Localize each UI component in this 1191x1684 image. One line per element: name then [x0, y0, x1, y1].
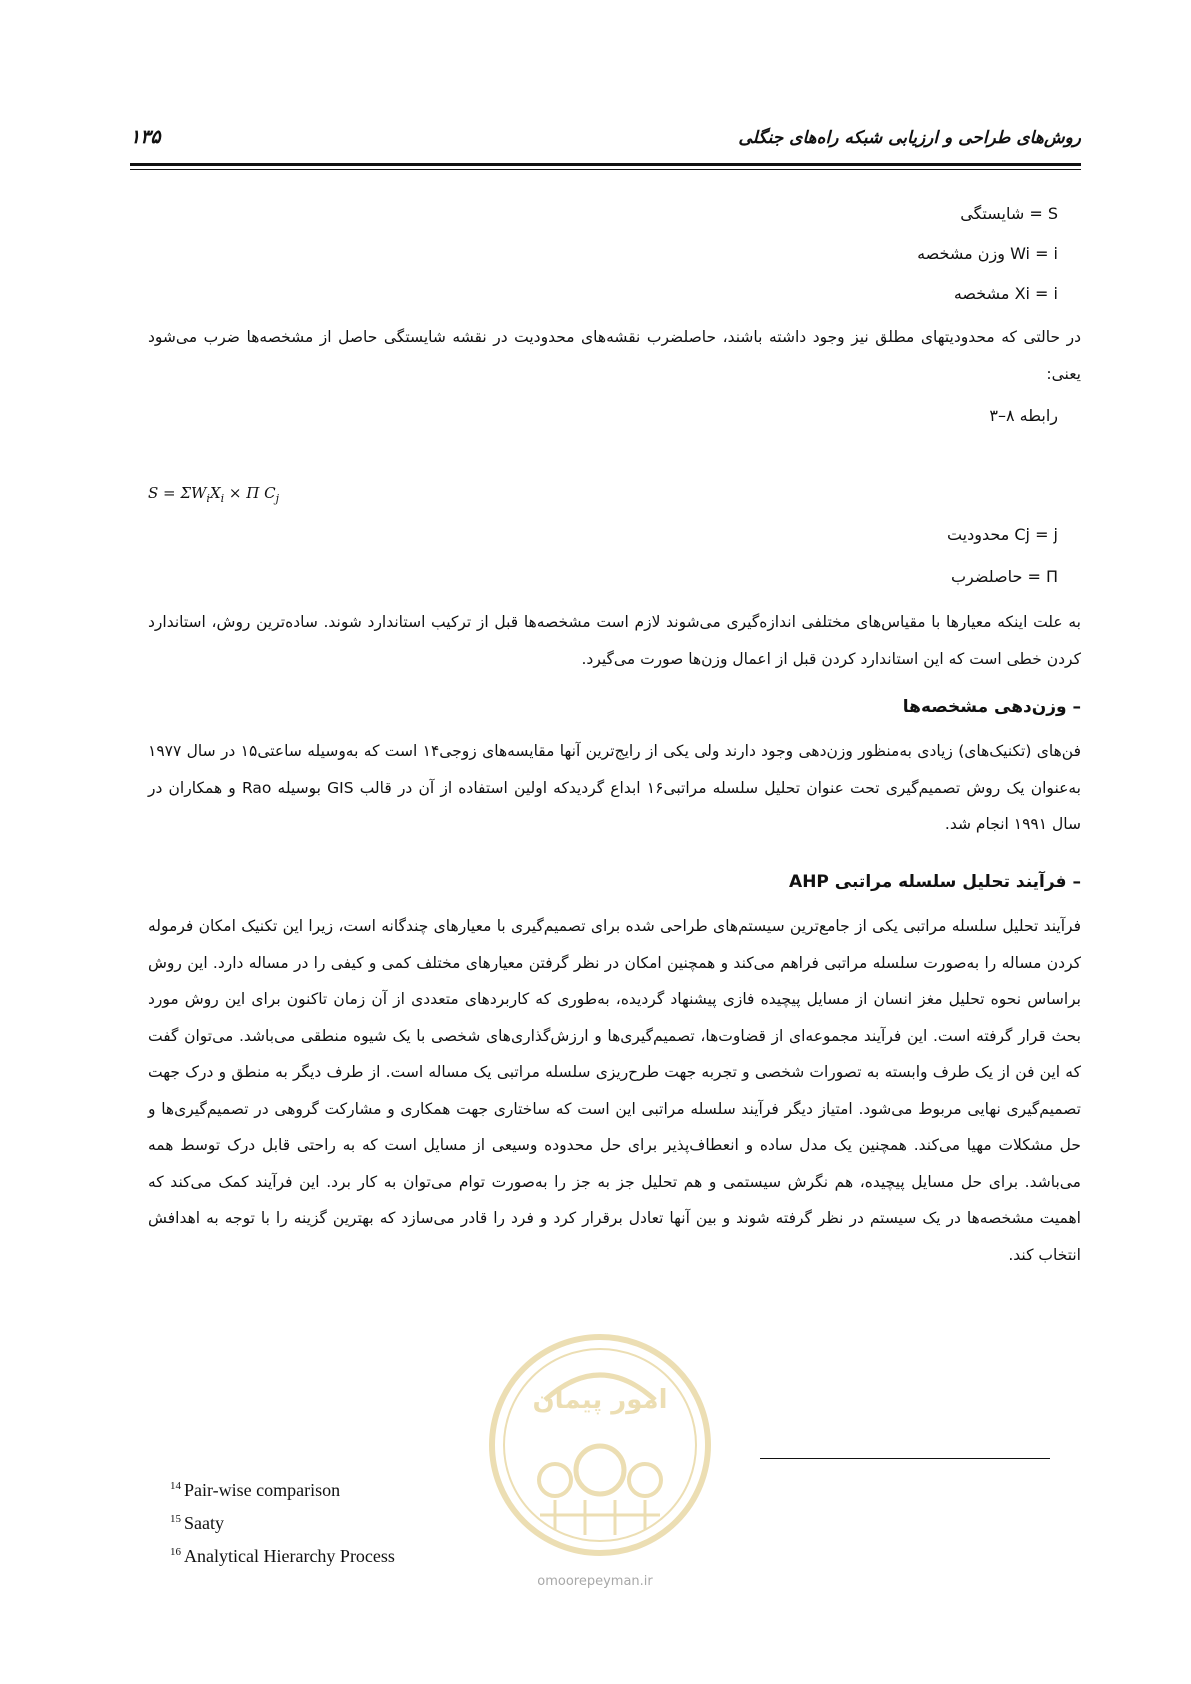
suitability-formula: $S = \Sigma W_iX_i \times \Pi$ $C_j$	[148, 484, 280, 505]
footnote-16: $^{16}$ Analytical Hierarchy Process	[170, 1546, 395, 1566]
definition-cj: Cj = j محدودیت	[946, 525, 1058, 544]
definition-wi: Wi = i وزن مشخصه	[917, 244, 1058, 263]
footnote-14: $^{14}$ Pair-wise comparison	[170, 1480, 341, 1500]
footnote-15: $^{15}$ Saaty	[170, 1513, 224, 1533]
watermark-logo-text: امور پیمان	[532, 1385, 668, 1415]
definition-pi: Π = حاصلضرب	[950, 567, 1058, 586]
paragraph-standardization: به علت اینکه معیارها با مقیاس‌های مختلفی اندازه‌گیری می‌شوند لازم است مشخصه‌ها قبل از ترکیب استاندارد شوند. ساده‌ترین روش، استاندارد کردن خطی است که این استاندارد کردن قبل از اعمال وزن‌ها صورت می‌گیرد.	[148, 613, 1081, 668]
page-number: ۱۳۵	[130, 126, 161, 148]
header-rule-thin	[130, 169, 1081, 170]
heading-ahp: – فرآیند تحلیل سلسله مراتبی AHP	[789, 872, 1081, 892]
footnote-separator	[760, 1458, 1050, 1459]
heading-criteria-weighting: – وزن‌دهی مشخصه‌ها	[902, 697, 1081, 717]
definition-xi: Xi = i مشخصه	[953, 284, 1058, 303]
paragraph-absolute-constraints: در حالتی که محدودیتهای مطلق نیز وجود داشته باشند، حاصلضرب نقشه‌های محدودیت در نقشه شایستگی حاصل از مشخصه‌ها ضرب می‌شود یعنی:	[148, 328, 1081, 383]
footnotes	[170, 1472, 570, 1571]
header-rule-thick	[130, 163, 1081, 166]
watermark-url: omoorepeyman.ir	[537, 1574, 653, 1589]
paragraph-ahp: فرآیند تحلیل سلسله مراتبی یکی از جامع‌ترین سیستم‌های طراحی شده برای تصمیم‌گیری با معیارهای چندگانه است، زیرا این تکنیک امکان فرموله کردن مساله را به‌صورت سلسله مراتبی فراهم می‌کند و همچنین امکان در نظر گرفتن معیارهای مختلف کمی و کیفی را در مساله دارد. این روش براساس نحوه تحلیل مغز انسان از مسایل پیچیده فازی پیشنهاد گردیده، به‌طوری که کاربردهای متعددی از آن زمان تاکنون برای این روش مورد بحث قرار گرفته است. این فرآیند مجموعه‌ای از قضاوت‌ها، تصمیم‌گیری‌ها و ارزش‌گذاری‌های شخصی با یک شیوه منطقی می‌باشد. می‌توان گفت که این فن از یک طرف وابسته به تصورات شخصی و تجربه جهت طرح‌ریزی سلسله مراتبی یک مساله است. از طرف دیگر به منطق و درک جهت تصمیم‌گیری نهایی مربوط می‌شود. امتیاز دیگر فرآیند سلسله مراتبی این است که ساختاری جهت همکاری و مشارکت گروهی در تصمیم‌گیری‌ها و حل مشکلات مهیا می‌کند. همچنین یک مدل ساده و انعطاف‌پذیر برای حل محدوده وسیعی از مسایل است که به راحتی قابل درک توسط همه می‌باشد. برای حل مسایل پیچیده، هم نگرش سیستمی و هم تحلیل جز به جز را به‌صورت توام می‌توان به کار برد. این فرآیند کمک می‌کند که اهمیت مشخصه‌ها در یک سیستم در نظر گرفته شوند و بین آنها تعادل برقرار کرد و فرد را قادر می‌سازد که بهترین گزینه را با توجه به اهدافش انتخاب کند.	[148, 917, 1081, 1264]
page-header	[130, 128, 1081, 152]
running-title: روش‌های طراحی و ارزیابی شبکه راه‌های جنگلی	[738, 128, 1081, 148]
paragraph-weighting: فن‌های (تکنیک‌های) زیادی به‌منظور وزن‌دهی وجود دارند ولی یکی از رایج‌ترین آنها مقایسه‌های زوجی۱۴ است که به‌وسیله ساعتی۱۵ در سال ۱۹۷۷ به‌عنوان یک روش تصمیم‌گیری تحت عنوان تحلیل سلسله مراتبی۱۶ ابداع گردیدکه اولین استفاده از آن در قالب GIS بوسیله Rao و همکاران در سال ۱۹۹۱ انجام شد.	[148, 742, 1081, 833]
definition-s: S = شایستگی	[960, 204, 1058, 223]
relation-label: رابطه ۸–۳	[989, 406, 1058, 425]
